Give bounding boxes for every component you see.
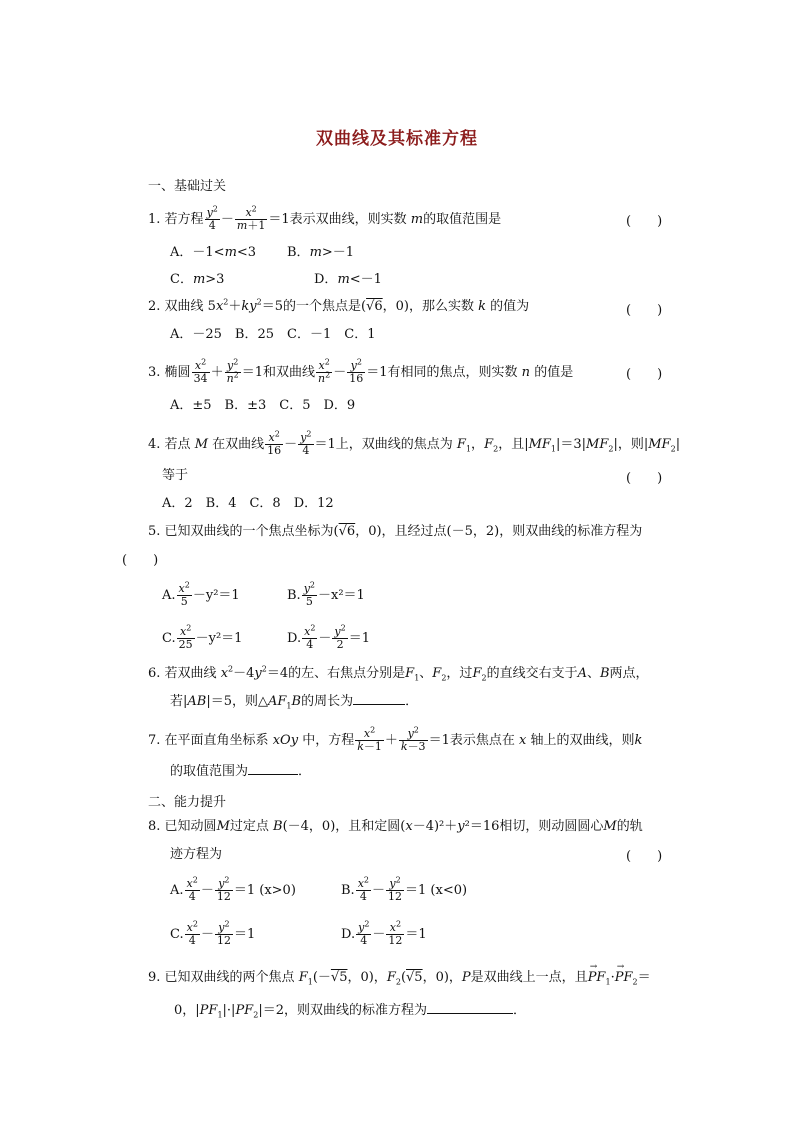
- q1-option-a: A．－1<m<3: [170, 245, 257, 260]
- question-9: 9. 已知双曲线的两个焦点 $F_1(-√5$，0)，$F_2(√5$，0)，P是双曲线上一点，且→ $PF_1\cdot\to PF_2=$: [148, 968, 651, 988]
- q5-option-c: C. $\frac{x^2}{25}$ －y²＝1: [162, 623, 243, 651]
- answer-blank[interactable]: [248, 762, 298, 775]
- question-4-line2: 等于: [162, 468, 189, 483]
- question-4: 4. 若点 M 在双曲线 $\frac{x^2}{16}$ － $\frac{y^2}{4}$ ＝1上，双曲线的焦点为 $F_1$，$F_2$，且$|MF_1|=3|MF_2|$，则$|MF_2|$: [148, 429, 681, 457]
- question-3: 3. 椭圆 $\frac{x^2}{34}$ ＋ $\frac{y^2}{n^2}$ ＝1和双曲线 $\frac{x^2}{n^2}$ － $\frac{y^2}{16}$ ＝1有相同的焦点，则实数 n 的值是: [148, 357, 574, 385]
- answer-paren: ( ): [626, 367, 663, 382]
- question-5: 5. 已知双曲线的一个焦点坐标为(√6，0)，且经过点(－5，2)，则双曲线的标准方程为: [148, 524, 643, 539]
- question-9-line2: 0，$|PF_1|\cdot|PF_2|=2$，则双曲线的标准方程为 ．: [174, 1003, 526, 1020]
- answer-paren: ( ): [626, 849, 663, 864]
- question-2: 2. 双曲线 $5x^2+ky^2=5$的一个焦点是(√6，0)，那么实数 k 的值为: [148, 297, 530, 314]
- q1-option-c: C．m>3: [170, 272, 225, 287]
- question-6: 6. 若双曲线 $x^2-4y^2=4$的左、右焦点分别是$F_1$、$F_2$，过$F_2$的直线交右支于A、B两点，: [148, 664, 649, 683]
- question-7: 7. 在平面直角坐标系 xOy 中，方程 $\frac{x^2}{k-1}$ ＋ $\frac{y^2}{k-3}$ ＝1表示焦点在 x 轴上的双曲线，则k: [148, 725, 643, 753]
- q5-option-b: B. $\frac{y^2}{5}$ －x²＝1: [287, 580, 365, 608]
- answer-paren: ( ): [626, 303, 663, 318]
- q5-option-d: D. $\frac{x^2}{4}$ － $\frac{y^2}{2}$ ＝1: [287, 623, 371, 651]
- question-6-line2: 若|AB|＝5，则$\triangle AF_1B$的周长为 ．: [170, 694, 419, 711]
- question-1: 1. 若方程 $\frac{y^2}{4}$ － $\frac{x^2}{m+1}$ ＝1表示双曲线，则实数 m的取值范围是: [148, 204, 502, 232]
- answer-blank[interactable]: [353, 692, 405, 705]
- question-8-line2: 迹方程为: [170, 847, 223, 862]
- section-heading-basic: 一、基础过关: [148, 179, 227, 194]
- q8-option-d: D. $\frac{y^2}{4}$ － $\frac{x^2}{12}$ ＝1: [341, 919, 427, 947]
- page-title: 双曲线及其标准方程: [316, 129, 478, 149]
- q5-option-a: A. $\frac{x^2}{5}$ －y²＝1: [162, 580, 240, 608]
- q8-option-c: C. $\frac{x^2}{4}$ － $\frac{y^2}{12}$ ＝1: [170, 919, 256, 947]
- q2-options: A．－25 B．25 C．－1 C．1: [170, 327, 376, 342]
- answer-blank[interactable]: [427, 1001, 513, 1014]
- q1-option-d: D．m<－1: [314, 272, 382, 287]
- q1-option-b: B．m>－1: [287, 245, 355, 260]
- q4-options: A．2 B．4 C．8 D．12: [162, 496, 334, 511]
- q8-option-b: B. $\frac{x^2}{4}$ － $\frac{y^2}{12}$ ＝1 (x<0): [341, 875, 468, 903]
- answer-paren: ( ): [626, 214, 663, 229]
- q8-option-a: A. $\frac{x^2}{4}$ － $\frac{y^2}{12}$ ＝1 (x>0): [170, 875, 296, 903]
- q3-options: A．±5 B．±3 C．5 D．9: [170, 398, 356, 413]
- answer-paren: ( ): [626, 471, 663, 486]
- section-heading-ability: 二、能力提升: [148, 795, 227, 810]
- answer-paren: ( ): [122, 553, 159, 568]
- question-7-line2: 的取值范围为 ．: [170, 764, 312, 779]
- question-8: 8. 已知动圆M过定点 B(－4，0)，且和定圆(x－4)²＋y²＝16相切，则动圆圆心M的轨: [148, 819, 643, 834]
